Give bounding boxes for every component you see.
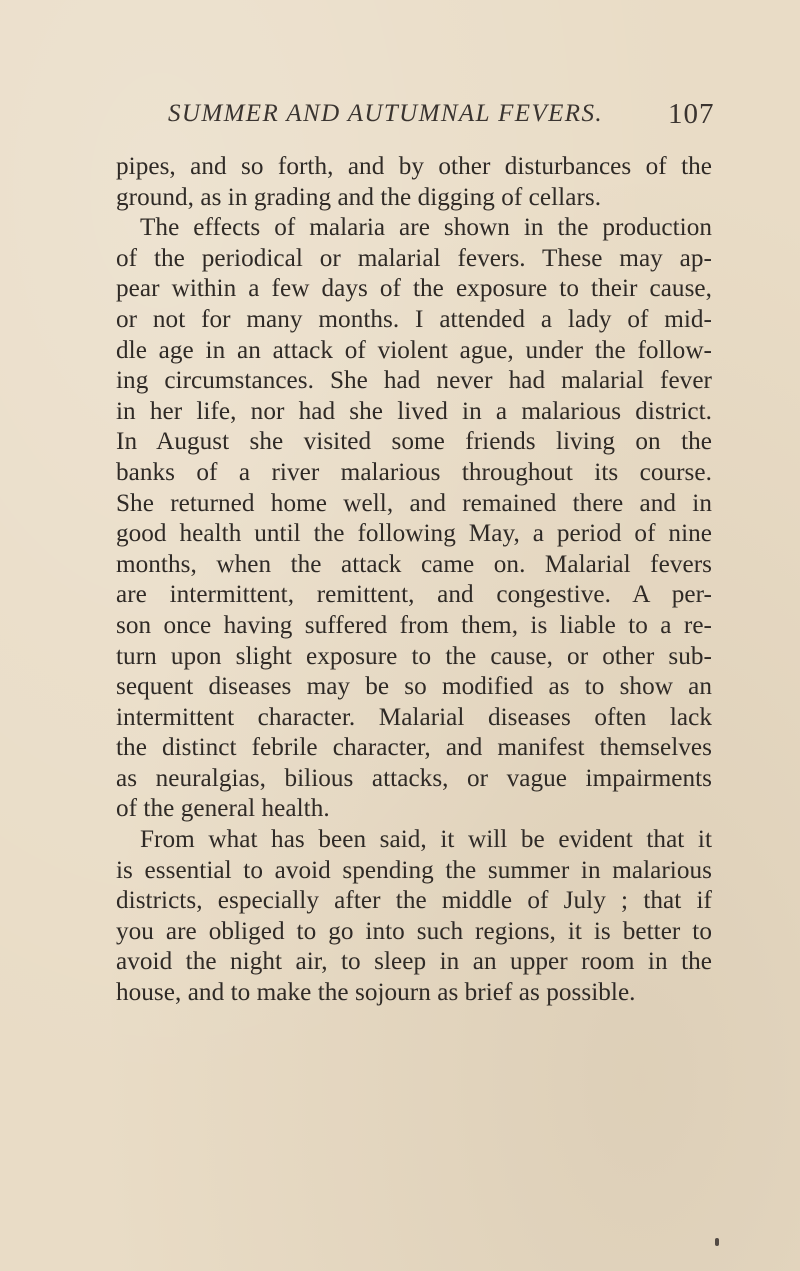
text-line: in her life, nor had she lived in a malarious district.	[116, 397, 712, 425]
text-line: ing circumstances. She had never had malarial fever	[116, 367, 712, 395]
text-line: sequent diseases may be so modified as to show an	[116, 673, 712, 701]
text-line: months, when the attack came on. Malarial fevers	[116, 550, 712, 578]
text-line: house, and to make the sojourn as brief as possible.	[116, 979, 636, 1007]
text-line: turn upon slight exposure to the cause, or other sub-	[116, 642, 712, 670]
text-line: as neuralgias, bilious attacks, or vague impairments	[116, 764, 712, 792]
body-text	[116, 152, 712, 1009]
text-line: son once having suffered from them, is liable to a re-	[116, 611, 712, 639]
text-line: The effects of malaria are shown in the production	[140, 214, 712, 242]
text-line: dle age in an attack of violent ague, under the follow-	[116, 336, 712, 364]
text-line: of the general health.	[116, 795, 330, 823]
text-line: are intermittent, remittent, and congestive. A per-	[116, 581, 712, 609]
running-title: SUMMER AND AUTUMNAL FEVERS.	[168, 100, 604, 127]
text-line: the distinct febrile character, and manifest themselves	[116, 734, 712, 762]
running-head	[168, 96, 715, 136]
text-line: ground, as in grading and the digging of cellars.	[116, 183, 602, 211]
text-line: In August she visited some friends living on the	[116, 428, 712, 456]
text-line: avoid the night air, to sleep in an upper room in the	[116, 948, 712, 976]
text-line: of the periodical or malarial fevers. These may ap-	[116, 244, 712, 272]
text-line: From what has been said, it will be evident that it	[140, 826, 712, 854]
text-line: She returned home well, and remained there and in	[116, 489, 712, 517]
text-line: or not for many months. I attended a lady of mid-	[116, 305, 712, 333]
text-line: pipes, and so forth, and by other disturbances of the	[116, 153, 712, 180]
page-number: 107	[668, 98, 715, 130]
text-line: is essential to avoid spending the summer in malarious	[116, 856, 712, 884]
text-line: you are obliged to go into such regions, it is better to	[116, 917, 712, 945]
ink-speck	[715, 1238, 719, 1246]
text-line: intermittent character. Malarial diseases often lack	[116, 703, 712, 731]
text-line: banks of a river malarious throughout its course.	[116, 458, 712, 486]
text-line: districts, especially after the middle of July ; that if	[116, 887, 712, 915]
text-line: pear within a few days of the exposure to their cause,	[116, 275, 712, 303]
text-line: good health until the following May, a period of nine	[116, 520, 712, 548]
